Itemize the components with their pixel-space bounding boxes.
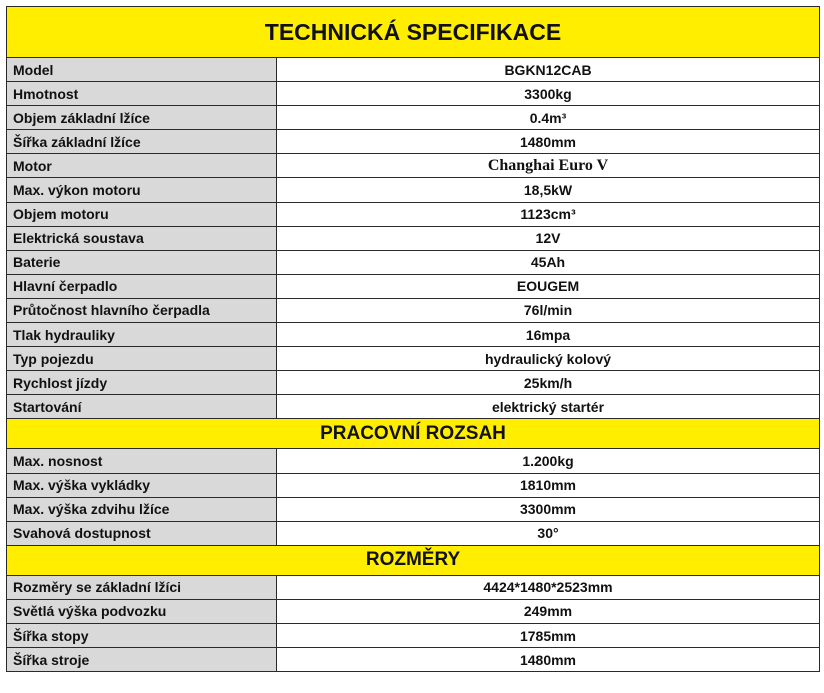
table-row [7,521,820,545]
table-row [7,371,820,395]
spec-table [6,6,820,672]
table-row [7,347,820,371]
table-row [7,250,820,274]
row-value: 12V [277,226,820,250]
row-value: 3300kg [277,82,820,106]
section-title-rozmery: ROZMĚRY [7,545,820,575]
row-value: 1480mm [277,648,820,672]
table-row [7,449,820,473]
row-label: Rychlost jízdy [7,371,277,395]
table-row [7,599,820,623]
row-value: 18,5kW [277,178,820,202]
table-row [7,58,820,82]
table-row [7,130,820,154]
table-row [7,623,820,647]
row-value: 1480mm [277,130,820,154]
section-header-row [7,7,820,58]
row-value: 249mm [277,599,820,623]
row-value: Changhai Euro V [277,154,820,178]
table-row [7,395,820,419]
table-row [7,323,820,347]
section-title-technicka-specifikace: TECHNICKÁ SPECIFIKACE [7,7,820,58]
row-label: Max. nosnost [7,449,277,473]
table-row [7,226,820,250]
row-value: 3300mm [277,497,820,521]
table-row [7,106,820,130]
section-header-row [7,545,820,575]
row-label: Max. výška vykládky [7,473,277,497]
table-row [7,82,820,106]
row-label: Typ pojezdu [7,347,277,371]
row-value: 4424*1480*2523mm [277,575,820,599]
row-label: Baterie [7,250,277,274]
section-header-row [7,419,820,449]
table-row [7,575,820,599]
spec-table-body [7,7,820,672]
row-value: elektrický startér [277,395,820,419]
row-value: 76l/min [277,298,820,322]
row-label: Max. výkon motoru [7,178,277,202]
row-value: 1.200kg [277,449,820,473]
row-label: Objem motoru [7,202,277,226]
row-label: Svahová dostupnost [7,521,277,545]
table-row [7,274,820,298]
table-row [7,154,820,178]
row-label: Šířka stopy [7,623,277,647]
row-value: EOUGEM [277,274,820,298]
row-value: hydraulický kolový [277,347,820,371]
table-row [7,648,820,672]
table-row [7,473,820,497]
table-row [7,202,820,226]
row-label: Hmotnost [7,82,277,106]
row-value: 45Ah [277,250,820,274]
row-label: Max. výška zdvihu lžíce [7,497,277,521]
row-value: 25km/h [277,371,820,395]
row-label: Rozměry se základní lžíci [7,575,277,599]
row-label: Průtočnost hlavního čerpadla [7,298,277,322]
section-title-pracovni-rozsah: PRACOVNÍ ROZSAH [7,419,820,449]
row-label: Šířka stroje [7,648,277,672]
table-row [7,497,820,521]
row-label: Hlavní čerpadlo [7,274,277,298]
row-label: Šířka základní lžíce [7,130,277,154]
row-value: 1810mm [277,473,820,497]
row-label: Světlá výška podvozku [7,599,277,623]
row-value: 1785mm [277,623,820,647]
row-value: 1123cm³ [277,202,820,226]
row-label: Elektrická soustava [7,226,277,250]
row-value: 30° [277,521,820,545]
row-label: Motor [7,154,277,178]
row-value: 0.4m³ [277,106,820,130]
row-value: 16mpa [277,323,820,347]
row-label: Model [7,58,277,82]
table-row [7,178,820,202]
row-label: Tlak hydrauliky [7,323,277,347]
row-value: BGKN12CAB [277,58,820,82]
table-row [7,298,820,322]
row-label: Objem základní lžíce [7,106,277,130]
row-label: Startování [7,395,277,419]
